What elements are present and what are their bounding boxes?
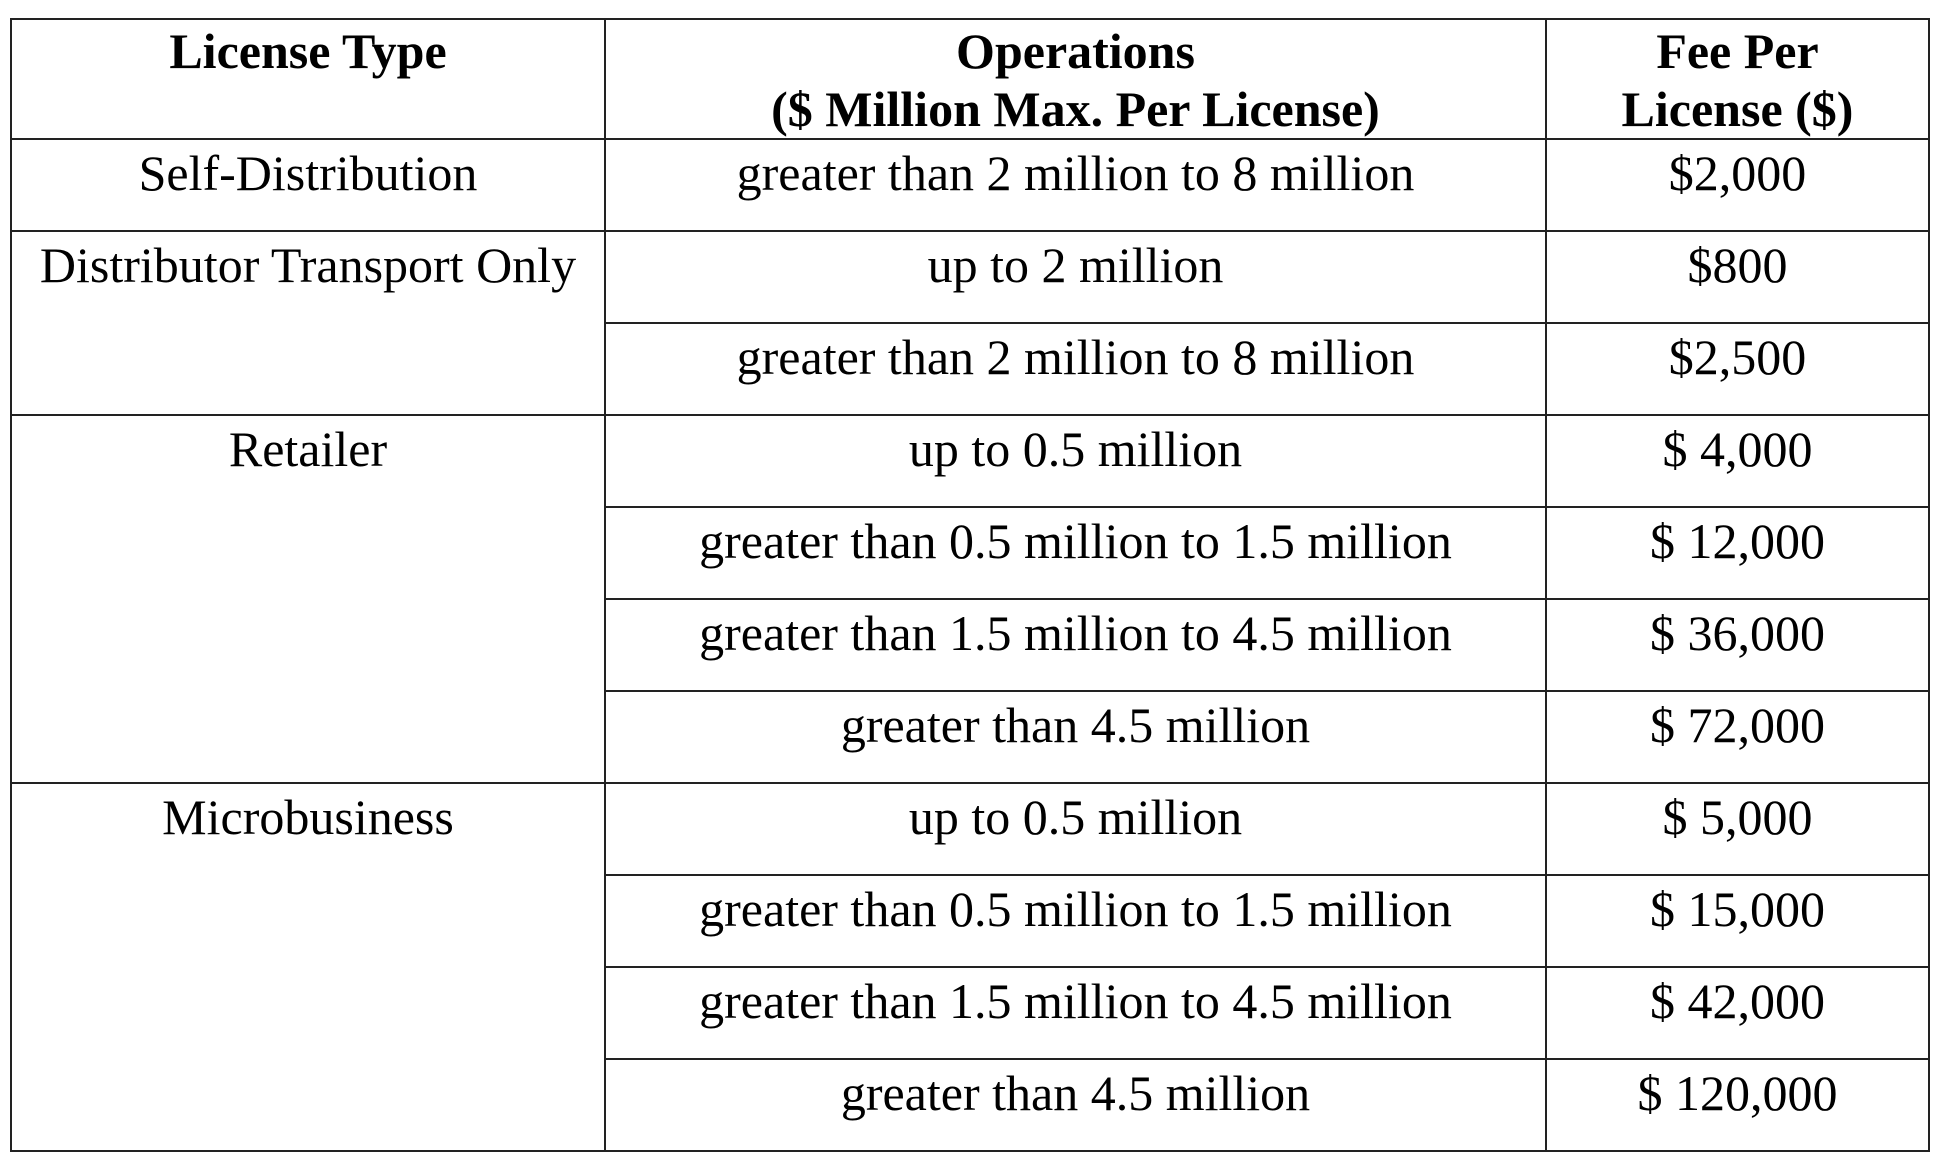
- operations-cell: greater than 0.5 million to 1.5 million: [605, 507, 1546, 599]
- operations-cell: greater than 2 million to 8 million: [605, 323, 1546, 415]
- license-type-cell: Retailer: [11, 415, 605, 783]
- header-fee-line-2: License ($): [1621, 81, 1854, 137]
- table-row: [11, 415, 1929, 507]
- fee-cell: $800: [1546, 231, 1929, 323]
- header-fee-line-1: Fee Per: [1656, 23, 1819, 79]
- operations-cell: greater than 4.5 million: [605, 691, 1546, 783]
- operations-cell: up to 2 million: [605, 231, 1546, 323]
- operations-cell: greater than 1.5 million to 4.5 million: [605, 967, 1546, 1059]
- header-operations-line-2: ($ Million Max. Per License): [771, 81, 1380, 137]
- license-type-cell: Distributor Transport Only: [11, 231, 605, 415]
- fee-cell: $ 72,000: [1546, 691, 1929, 783]
- table-row: [11, 783, 1929, 875]
- fee-cell: $ 12,000: [1546, 507, 1929, 599]
- fee-cell: $ 36,000: [1546, 599, 1929, 691]
- header-operations: [605, 19, 1546, 139]
- license-type-cell: Self-Distribution: [11, 139, 605, 231]
- header-fee: [1546, 19, 1929, 139]
- fee-cell: $ 5,000: [1546, 783, 1929, 875]
- fee-cell: $ 4,000: [1546, 415, 1929, 507]
- operations-cell: greater than 4.5 million: [605, 1059, 1546, 1151]
- operations-cell: greater than 2 million to 8 million: [605, 139, 1546, 231]
- license-type-cell: Microbusiness: [11, 783, 605, 1151]
- fee-cell: $2,000: [1546, 139, 1929, 231]
- table-row: [11, 231, 1929, 323]
- operations-cell: up to 0.5 million: [605, 783, 1546, 875]
- fee-cell: $ 120,000: [1546, 1059, 1929, 1151]
- operations-cell: greater than 0.5 million to 1.5 million: [605, 875, 1546, 967]
- license-fee-table: [10, 18, 1930, 1152]
- header-row: [11, 19, 1929, 139]
- operations-cell: up to 0.5 million: [605, 415, 1546, 507]
- fee-cell: $2,500: [1546, 323, 1929, 415]
- fee-cell: $ 42,000: [1546, 967, 1929, 1059]
- header-license-type: [11, 19, 605, 139]
- header-license-type-line: License Type: [169, 23, 447, 79]
- table-row: [11, 139, 1929, 231]
- fee-cell: $ 15,000: [1546, 875, 1929, 967]
- header-operations-line-1: Operations: [956, 23, 1195, 79]
- operations-cell: greater than 1.5 million to 4.5 million: [605, 599, 1546, 691]
